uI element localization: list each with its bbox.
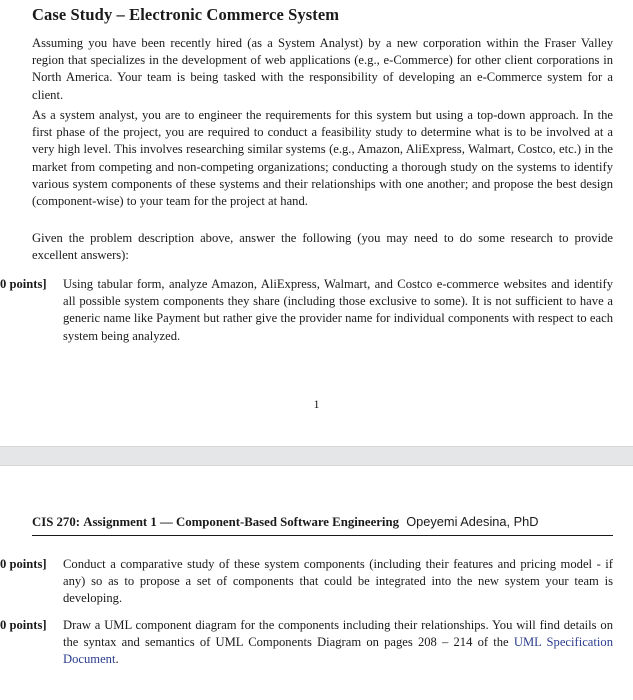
question-3-text [63, 617, 613, 669]
page-separator [0, 446, 633, 466]
question-2-points: 0 points] [0, 557, 47, 571]
uml-spec-link[interactable]: UML Specification Document [63, 635, 613, 667]
course-code: CIS 270: [32, 515, 80, 529]
page-header [32, 514, 613, 536]
analyst-paragraph: As a system analyst, you are to engineer the requirements for this system but using a top-down approach. In the first phase of the project, you are required to conduct a feasibility study to determine what is to be involved at a very high level. This involves researching similar systems (e.g., Amazon, AliExpress, Walmart, Costco, etc.) in the market from competing and non-competing organizations; conducting a thorough study on the systems to identify various system components of these systems and their relationships with one another; and propose the best design (component-wise) to your team for the project at hand. [32, 108, 613, 209]
question-2-text: Conduct a comparative study of these system components (including their features and pricing model - if any) so as to propose a set of components that could be integrated into the new system your team is developing. [63, 557, 613, 606]
intro-paragraph: Assuming you have been recently hired (as a System Analyst) by a new corporation within the Fraser Valley region that specializes in the development of web applications (e.g., e-Commerce) for other client corporations in North America. Your team is being tasked with the responsibility of developing an e-Commerce system for a client. [32, 36, 613, 102]
author-name: Opeyemi Adesina, PhD [406, 514, 539, 529]
question-1-text: Using tabular form, analyze Amazon, AliExpress, Walmart, and Costco e-commerce websites and identify all possible system components they share (including those exclusive to some). It is not sufficient to have a generic name like Payment but rather give the provider name for individual components with respect to each system being analyzed. [63, 277, 613, 343]
question-3-body: Draw a UML component diagram for the components including their relationships. You will find details on the syntax and semantics of UML Components Diagram on pages 208 – 214 of the [63, 618, 613, 650]
document-title: Case Study – Electronic Commerce System [32, 5, 340, 24]
header-dash: — [160, 515, 173, 529]
question-3-end: . [115, 652, 119, 667]
instruction-paragraph: Given the problem description above, answer the following (you may need to do some research to provide excellent answers): [32, 231, 613, 263]
page-number: 1 [313, 397, 320, 411]
question-1-points: 0 points] [0, 277, 47, 291]
document-page-2 [0, 466, 633, 700]
header-heading: Component-Based Software Engineering [176, 515, 400, 529]
assignment-label: Assignment 1 [83, 515, 157, 529]
question-3-points: 0 points] [0, 618, 47, 632]
